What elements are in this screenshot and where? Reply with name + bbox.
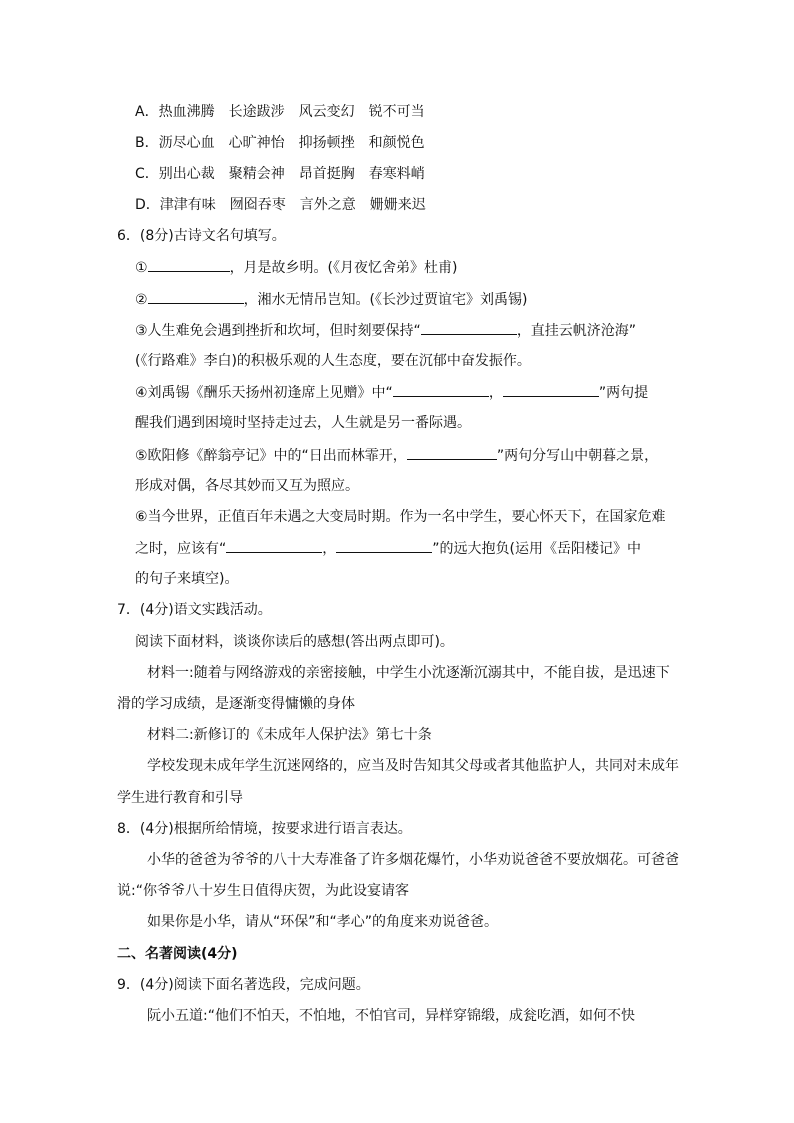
option-c: C．别出心裁 聚精会神 昂首挺胸 春寒料峭 <box>135 166 425 182</box>
q7-material-2-text: 学校发现未成年学生沉迷网络的，应当及时告知其父母或者其他监护人，共同对未成年 <box>147 758 679 774</box>
q6-item-5: ⑤欧阳修《醉翁亭记》中的“日出而林霏开， ”两句分写山中朝暮之景， <box>135 445 658 466</box>
option-b: B．沥尽心血 心旷神怡 抑扬顿挫 和颜悦色 <box>135 135 425 151</box>
q6-item-6-cont: 之时，应该有“ ， ”的远大抱负(运用《岳阳楼记》中 <box>135 538 641 559</box>
q7-material-2-cont: 学生进行教育和引导 <box>117 790 243 806</box>
option-d: D．津津有味 囫囵吞枣 言外之意 姗姗来迟 <box>135 197 426 213</box>
answer-blank[interactable] <box>393 382 489 397</box>
answer-blank[interactable] <box>421 320 517 335</box>
q8-scenario-cont: 说:“你爷爷八十岁生日值得庆贺，为此设宴请客 <box>117 883 409 899</box>
answer-blank[interactable] <box>503 382 599 397</box>
q6-item-6: ⑥当今世界，正值百年未遇之大变局时期。作为一名中学生，要心怀天下，在国家危难 <box>135 509 666 525</box>
q8-scenario: 小华的爸爸为爷爷的八十大寿准备了许多烟花爆竹，小华劝说爸爸不要放烟花。可爸爸 <box>147 852 679 868</box>
q6-item-5-cont: 形成对偶，各尽其妙而又互为照应。 <box>135 478 359 494</box>
q9-passage: 阮小五道:“他们不怕天，不怕地，不怕官司，异样穿锦缎，成瓮吃酒，如何不快 <box>147 1008 635 1024</box>
q7-material-2: 材料二:新修订的《未成年人保护法》第七十条 <box>147 727 432 743</box>
q6-item-3: ③人生难免会遇到挫折和坎坷，但时刻要保持“ ，直挂云帆济沧海” <box>135 320 636 341</box>
q6-item-1: ① ，月是故乡明。(《月夜忆舍弟》杜甫) <box>135 257 458 278</box>
q7-material-1-cont: 滑的学习成绩，是逐渐变得慵懒的身体 <box>117 696 355 712</box>
answer-blank[interactable] <box>226 538 322 553</box>
q6-item-2: ② ，湘水无情吊岂知。(《长沙过贾谊宅》刘禹锡) <box>135 289 528 310</box>
q7-heading: 7．(4分)语文实践活动。 <box>117 602 272 618</box>
q9-heading: 9．(4分)阅读下面名著选段，完成问题。 <box>117 977 370 993</box>
q6-item-4: ④刘禹锡《酬乐天扬州初逢席上见赠》中“ ， ”两句提 <box>135 382 648 403</box>
q8-heading: 8．(4分)根据所给情境，按要求进行语言表达。 <box>117 821 412 837</box>
answer-blank[interactable] <box>148 257 230 272</box>
q6-item-6-end: 的句子来填空)。 <box>135 571 239 587</box>
option-a: A．热血沸腾 长途跋涉 风云变幻 锐不可当 <box>135 104 425 120</box>
q7-material-1: 材料一:随着与网络游戏的亲密接触，中学生小沈逐渐沉溺其中，不能自拔，是迅速下 <box>147 665 670 681</box>
q6-heading: 6．(8分)古诗文名句填写。 <box>117 228 286 244</box>
answer-blank[interactable] <box>336 538 432 553</box>
q6-item-3-cont: (《行路难》李白)的积极乐观的人生态度，要在沉郁中奋发振作。 <box>135 353 531 369</box>
q6-item-4-cont: 醒我们遇到困境时坚持走过去，人生就是另一番际遇。 <box>135 415 471 431</box>
q7-prompt: 阅读下面材料，谈谈你读后的感想(答出两点即可)。 <box>135 634 454 650</box>
q8-task: 如果你是小华，请从“环保”和“孝心”的角度来劝说爸爸。 <box>147 914 499 930</box>
answer-blank[interactable] <box>407 445 497 460</box>
answer-blank[interactable] <box>148 289 244 304</box>
section-heading: 二、名著阅读(4分) <box>117 946 238 962</box>
